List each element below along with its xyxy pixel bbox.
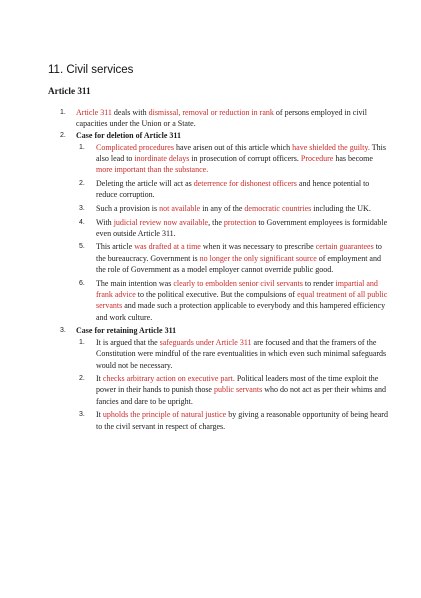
body-text: , the xyxy=(208,217,224,227)
highlighted-text: inordinate delays xyxy=(134,154,190,164)
highlighted-text: Complicated procedures xyxy=(96,142,174,152)
sub-item-body xyxy=(96,217,391,240)
sub-list xyxy=(76,337,391,432)
body-text: to render xyxy=(302,278,336,288)
highlighted-text: upholds the principle of natural justice xyxy=(102,410,227,420)
highlighted-text: no longer the only significant source xyxy=(199,253,317,263)
main-list xyxy=(48,107,391,432)
body-text: are focused and that the framers of the Constitution were mindful of the rare eventualities in which even such minimal safeguards would not be necessary. xyxy=(96,337,387,370)
sub-item-body xyxy=(96,373,391,407)
body-text: deals with xyxy=(111,108,149,117)
highlighted-text: dismissal, removal or reduction in rank xyxy=(148,108,274,117)
body-text: and hence potential to reduce corruption. xyxy=(96,179,370,200)
item-number: 3. xyxy=(60,327,66,335)
article-heading: Article 311 xyxy=(48,86,91,96)
body-text: have arisen out of this article which xyxy=(173,142,293,152)
body-text: It xyxy=(96,410,103,420)
body-text: This article xyxy=(96,242,135,252)
highlighted-text: protection xyxy=(223,217,257,227)
body-text: by giving a reasonable opportunity of being heard to the civil servant in respect of charges. xyxy=(96,410,388,431)
sub-item-body xyxy=(96,241,391,275)
sub-item-number: 5. xyxy=(79,243,85,251)
sub-item-number: 6. xyxy=(79,279,85,287)
sub-item-number: 2. xyxy=(79,180,85,188)
sub-item-body xyxy=(96,178,391,201)
body-text: The main intention was xyxy=(96,278,174,288)
body-text: Deleting the article will act as xyxy=(96,179,194,189)
sub-item-number: 1. xyxy=(79,338,85,346)
body-text: to the bureaucracy. Government is xyxy=(96,242,382,263)
sub-list-item xyxy=(76,178,391,201)
highlighted-text: democratic countries xyxy=(244,203,312,213)
highlighted-text: more important than the substance. xyxy=(96,165,209,175)
sub-item-body xyxy=(96,203,391,214)
sub-list-item xyxy=(76,241,391,275)
sub-list-item xyxy=(76,142,391,176)
body-text: in any of the xyxy=(200,203,245,213)
body-text: to the political executive. But the compulsions of xyxy=(135,289,298,299)
sub-list-item xyxy=(76,337,391,371)
body-text: With xyxy=(96,217,114,227)
highlighted-text: impartial and frank advice xyxy=(96,278,378,299)
highlighted-text: clearly to embolden senior civil servants xyxy=(173,278,303,288)
sub-list xyxy=(76,142,391,323)
body-text: of persons employed in civil capacities under the Union or a State. xyxy=(76,108,367,129)
highlighted-text: certain guarantees xyxy=(315,242,374,252)
sub-item-body xyxy=(96,409,391,432)
highlighted-text: have shielded the guilty. xyxy=(292,142,370,152)
highlighted-text: judicial review now available xyxy=(113,217,209,227)
sub-item-body xyxy=(96,142,391,176)
body-text: has become xyxy=(333,154,373,164)
item-body xyxy=(76,107,391,130)
body-text: It xyxy=(96,374,103,384)
body-text: when it was necessary to prescribe xyxy=(200,242,316,252)
body-text: to Government employees is formidable even outside Article 311. xyxy=(96,217,388,238)
sub-list-item xyxy=(76,409,391,432)
highlighted-text: equal treatment of all public servants xyxy=(96,289,388,311)
sub-item-number: 4. xyxy=(79,218,85,226)
sub-item-body xyxy=(96,278,391,323)
highlighted-text: public servants xyxy=(213,385,263,395)
sub-list-item xyxy=(76,217,391,240)
list-item xyxy=(48,325,391,432)
body-text: It is argued that the xyxy=(96,337,160,347)
body-text: and made such a protection applicable to everybody and this hampered efficiency and work culture. xyxy=(96,301,386,322)
highlighted-text: not available xyxy=(159,203,201,213)
highlighted-text: checks arbitrary action on executive part. xyxy=(102,374,235,384)
body-text: This also lead to xyxy=(96,142,386,164)
sub-list-item xyxy=(76,278,391,323)
section-title: 11. Civil services xyxy=(48,64,134,76)
highlighted-text: deterrence for dishonest officers xyxy=(193,179,297,189)
sub-item-number: 3. xyxy=(79,204,85,212)
body-text: including the UK. xyxy=(311,203,371,213)
sub-list-item xyxy=(76,373,391,407)
item-body xyxy=(76,130,391,141)
item-heading: Case for deletion of Article 311 xyxy=(76,131,181,141)
sub-item-number: 2. xyxy=(79,375,85,383)
body-text: Such a provision is xyxy=(96,203,160,213)
item-heading: Case for retaining Article 311 xyxy=(76,326,177,336)
sub-list-item xyxy=(76,203,391,214)
body-text: Political leaders most of the time exploit the power in their hands to punish those xyxy=(96,374,379,395)
list-item xyxy=(48,107,391,130)
highlighted-text: safeguards under Article 311 xyxy=(159,337,252,347)
item-number: 1. xyxy=(60,109,66,116)
highlighted-text: was drafted at a time xyxy=(134,242,201,252)
item-body xyxy=(76,325,391,336)
body-text: in prosecution of corrupt officers. xyxy=(189,154,301,164)
sub-item-body xyxy=(96,337,391,371)
body-text: who do not act as per their whims and fancies and dare to be upright. xyxy=(96,385,386,406)
highlighted-text: Procedure xyxy=(300,154,334,164)
highlighted-text: Article 311 xyxy=(76,108,112,117)
sub-item-number: 1. xyxy=(79,143,85,151)
body-text: of employment and the role of Government as a model employer cannot override public good. xyxy=(96,253,381,275)
sub-item-number: 3. xyxy=(79,411,85,419)
list-item xyxy=(48,130,391,323)
item-number: 2. xyxy=(60,132,66,140)
